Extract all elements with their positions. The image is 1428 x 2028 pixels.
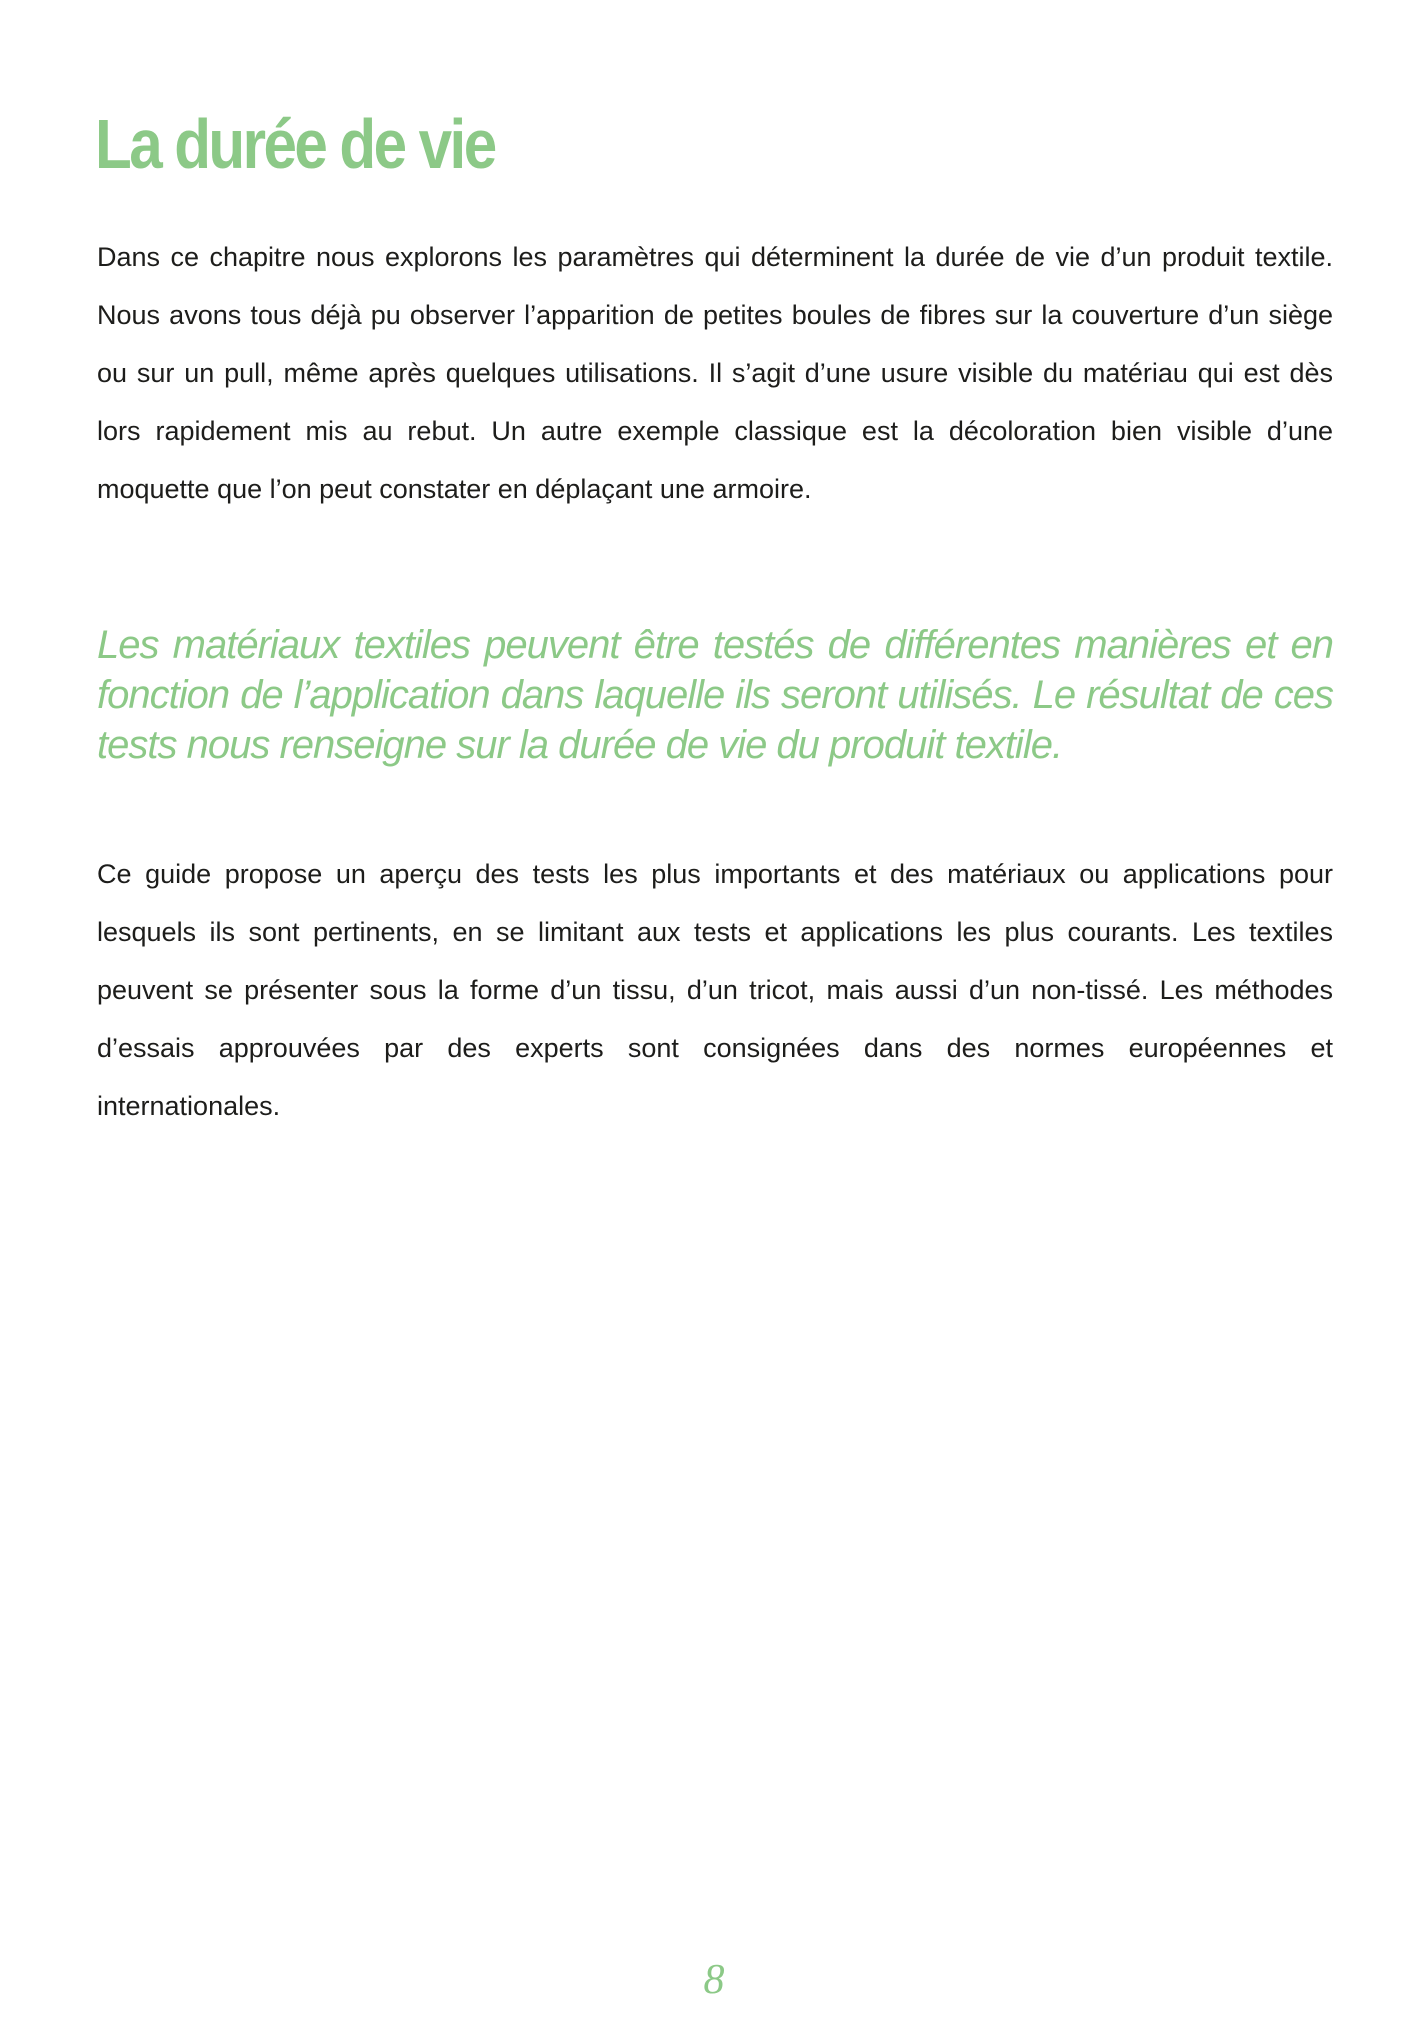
intro-paragraph: Dans ce chapitre nous explorons les paramètres qui déterminent la durée de vie d’un produit textile. Nous avons tous déjà pu observer l’apparition de petites boules de fibres sur la couverture d’un siège ou sur un pull, même après quelques utilisations. Il s’agit d’une usure visible du matériau qui est dès lors rapidement mis au rebut. Un autre exemple classique est la décoloration bien visible d’une moquette que l’on peut constater en déplaçant une armoire. xyxy=(97,242,1333,504)
pull-quote: Les matériaux textiles peuvent être testés de différentes manières et en fonction de l’application dans laquelle ils seront utilisés. Le résultat de ces tests nous renseigne sur la durée de vie du produit textile. xyxy=(97,623,1333,767)
guide-paragraph: Ce guide propose un aperçu des tests les plus importants et des matériaux ou applications pour lesquels ils sont pertinents, en se limitant aux tests et applications les plus courants. Les textiles peuvent se présenter sous la forme d’un tissu, d’un tricot, mais aussi d’un non-tissé. Les méthodes d’essais approuvées par des experts sont consignées dans des normes européennes et internationales. xyxy=(97,859,1333,1121)
page-number: 8 xyxy=(703,1957,725,2003)
page-title: La durée de vie xyxy=(95,105,495,183)
